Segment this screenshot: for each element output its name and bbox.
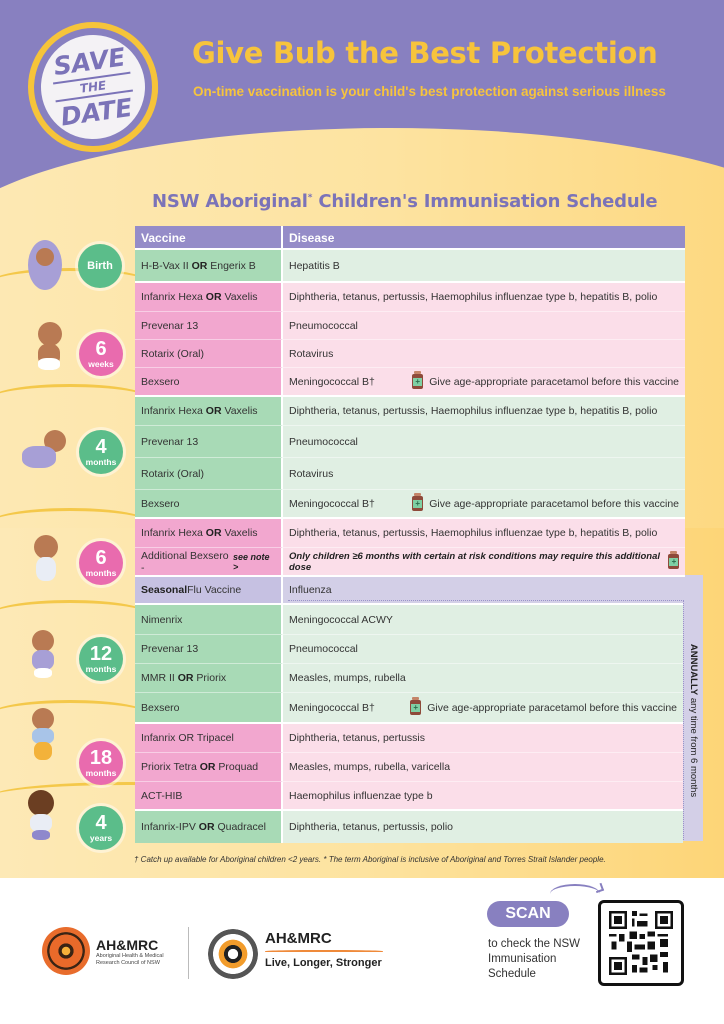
age-unit: weeks — [88, 359, 114, 370]
disease-cell — [283, 425, 685, 457]
disease-cell — [283, 634, 683, 663]
disease-name: Hepatitis B — [289, 259, 340, 272]
medicine-bottle-icon — [412, 374, 423, 389]
group-6-months — [135, 517, 685, 575]
baby-crawling-illustration — [18, 430, 68, 472]
vaccine-name: Proquad — [218, 761, 259, 773]
disease-name: Diphtheria, tetanus, pertussis, Haemophilus influenzae type b, hepatitis B, polio — [289, 291, 658, 303]
vaccine-name: H-B-Vax II — [141, 259, 189, 272]
vaccine-name: Engerix B — [210, 259, 256, 272]
vaccine-cell — [135, 605, 283, 634]
table-row — [135, 724, 683, 752]
or-label: OR — [205, 291, 222, 303]
age-number: 12 — [89, 643, 113, 666]
age-badge-6-months — [79, 541, 123, 585]
disease-cell — [283, 283, 685, 311]
age-number: 4 — [95, 812, 107, 835]
page-subtitle: On-time vaccination is your child's best protection against serious illness — [193, 84, 666, 99]
disease-cell — [283, 547, 685, 575]
schedule-title — [152, 191, 657, 212]
footnote: † Catch up available for Aboriginal children <2 years. * The term Aboriginal is inclusive of Aboriginal and Torres Strait Islander people. — [134, 855, 606, 864]
table-row — [135, 425, 685, 457]
immunisation-table — [135, 226, 685, 843]
vaccine-cell — [135, 457, 283, 489]
vaccine-cell — [135, 724, 283, 752]
vaccine-name: Priorix — [196, 672, 227, 684]
logo2-tagline: Live, Longer, Stronger — [265, 957, 382, 969]
logo-title: AH&MRC — [96, 937, 159, 953]
vaccine-name: Quadracel — [217, 821, 266, 833]
age-badge-6-weeks — [79, 332, 123, 376]
vaccine-cell — [135, 425, 283, 457]
disease-name: Measles, mumps, rubella, varicella — [289, 761, 451, 773]
logo-divider — [188, 927, 189, 979]
table-row — [135, 692, 683, 722]
age-unit: months — [85, 768, 117, 779]
date-word: DATE — [58, 92, 135, 132]
disease-cell — [283, 811, 683, 843]
vaccine-name: Prevenar 13 — [141, 643, 199, 655]
table-row — [135, 339, 685, 367]
vaccine-cell — [135, 634, 283, 663]
disease-cell — [283, 397, 685, 425]
paracetamol-note — [412, 496, 679, 511]
disease-cell — [283, 605, 683, 634]
disease-cell — [283, 489, 685, 517]
disease-cell — [283, 311, 685, 339]
or-label: OR — [198, 821, 215, 833]
group-4-years — [135, 809, 683, 843]
vaccine-name: Flu Vaccine — [187, 584, 242, 596]
vaccine-name: Bexsero — [141, 375, 180, 388]
vaccine-cell — [135, 283, 283, 311]
baby-bottle-illustration — [30, 535, 66, 585]
vaccine-name: Infanrix OR Tripacel — [141, 732, 234, 744]
asterisk-mark: * — [307, 193, 313, 203]
vaccine-name: Prevenar 13 — [141, 435, 199, 448]
vaccine-cell — [135, 519, 283, 547]
table-row — [135, 663, 683, 692]
group-6-weeks — [135, 281, 685, 395]
qr-code-icon — [609, 911, 673, 975]
disease-cell — [283, 367, 685, 395]
wave-divider — [0, 508, 150, 538]
age-number: 6 — [95, 338, 107, 361]
vaccine-name: Nimenrix — [141, 613, 183, 626]
vaccine-name: Additional Bexsero - — [141, 549, 229, 574]
vaccine-name: Vaxelis — [224, 405, 258, 417]
age-number: 6 — [95, 547, 107, 570]
medicine-bottle-icon — [668, 554, 679, 569]
disease-name: Diphtheria, tetanus, pertussis, Haemophilus influenzae type b, hepatitis B, polio — [289, 527, 658, 539]
the-word: THE — [53, 72, 133, 103]
age-unit: months — [85, 568, 117, 579]
column-header-disease: Disease — [289, 231, 335, 245]
vaccine-name: Bexsero — [141, 701, 180, 714]
logo2-underline — [265, 950, 383, 953]
vaccine-cell — [135, 692, 283, 722]
baby-waving-illustration — [26, 322, 72, 374]
table-row — [135, 605, 683, 634]
table-row — [135, 634, 683, 663]
disease-name: Diphtheria, tetanus, pertussis, polio — [289, 821, 454, 833]
group-birth — [135, 248, 685, 281]
vaccine-name: Rotarix (Oral) — [141, 347, 205, 360]
disease-cell — [283, 250, 685, 281]
age-badge-4-years — [79, 806, 123, 850]
disease-name: Meningococcal B† — [289, 375, 375, 388]
save-word: SAVE — [51, 42, 128, 82]
disease-name: Pneumococcal — [289, 435, 358, 448]
vaccine-cell — [135, 397, 283, 425]
see-note-link[interactable]: see note > — [233, 551, 270, 572]
vaccine-name: Infanrix-IPV — [141, 821, 196, 833]
group-12-months — [135, 603, 683, 722]
vaccine-cell — [135, 311, 283, 339]
group-18-months — [135, 722, 683, 809]
age-badge-12-months — [79, 637, 123, 681]
table-row — [135, 457, 685, 489]
logo2-title: AH&MRC — [265, 930, 332, 947]
disease-cell — [283, 752, 683, 781]
disease-cell — [283, 339, 685, 367]
disease-cell — [283, 781, 683, 809]
age-unit: months — [85, 457, 117, 468]
group-flu — [135, 575, 685, 603]
disease-cell — [283, 577, 685, 603]
vaccine-name: Rotarix (Oral) — [141, 467, 205, 480]
age-number: 18 — [89, 747, 113, 770]
vaccine-cell — [135, 547, 283, 575]
scan-button[interactable]: SCAN — [487, 901, 569, 927]
disease-cell — [283, 692, 683, 722]
disease-name: Rotavirus — [289, 467, 334, 480]
disease-note: Only children ≥6 months with certain at risk conditions may require this additional dose — [289, 550, 661, 573]
or-label: OR — [177, 672, 194, 684]
schedule-title-rest: Children's Immunisation Schedule — [312, 191, 658, 212]
vaccine-name: Vaxelis — [224, 527, 258, 539]
annually-label: ANNUALLY — [688, 643, 700, 695]
or-label: OR — [205, 527, 222, 539]
disease-name: Meningococcal B† — [289, 701, 375, 714]
disease-cell — [283, 457, 685, 489]
vaccine-cell — [135, 339, 283, 367]
page-title: Give Bub the Best Protection — [192, 36, 658, 70]
group-4-months — [135, 395, 685, 517]
paracetamol-text: Give age-appropriate paracetamol before this vaccine — [427, 701, 677, 714]
child-waving-illustration — [24, 790, 60, 848]
age-badge-birth — [78, 244, 122, 288]
or-label: OR — [205, 405, 222, 417]
schedule-title-main: NSW Aboriginal — [152, 191, 308, 212]
vaccine-name: Infanrix Hexa — [141, 527, 203, 539]
paracetamol-note — [410, 700, 677, 715]
toddler-standing-illustration — [22, 630, 64, 686]
table-row — [135, 781, 683, 809]
vaccine-cell — [135, 811, 283, 843]
table-row — [135, 283, 685, 311]
ahmrc-emblem-logo — [42, 927, 90, 975]
age-unit: months — [85, 664, 117, 675]
logo-subtitle: Aboriginal Health & Medical Research Council of NSW — [96, 953, 164, 966]
table-row — [135, 577, 685, 603]
vaccine-name: MMR II — [141, 672, 175, 684]
disease-name: Rotavirus — [289, 347, 334, 360]
vaccine-name: Infanrix Hexa — [141, 405, 203, 417]
disease-cell — [283, 519, 685, 547]
paracetamol-text: Give age-appropriate paracetamol before this vaccine — [429, 375, 679, 388]
table-row — [135, 547, 685, 575]
wave-divider — [0, 600, 150, 630]
disease-name: Pneumococcal — [289, 643, 358, 655]
scan-instructions: to check the NSW Immunisation Schedule — [488, 938, 581, 980]
save-the-date-badge — [28, 22, 158, 152]
vaccine-cell — [135, 663, 283, 692]
vaccine-name: Priorix Tetra — [141, 761, 197, 773]
disease-cell — [283, 663, 683, 692]
table-row — [135, 489, 685, 517]
table-header — [135, 226, 685, 248]
table-row — [135, 311, 685, 339]
ahmrc-logo-text — [96, 937, 186, 966]
vaccine-cell — [135, 577, 283, 603]
flu-annual-label — [686, 600, 702, 840]
column-header-vaccine: Vaccine — [135, 226, 283, 248]
table-row — [135, 752, 683, 781]
disease-name: Meningococcal ACWY — [289, 613, 393, 626]
vaccine-name: Infanrix Hexa — [141, 291, 203, 303]
disease-name: Haemophilus influenzae type b — [289, 789, 433, 802]
paracetamol-note — [412, 374, 679, 389]
disease-cell — [283, 724, 683, 752]
vaccine-name: ACT-HIB — [141, 789, 183, 802]
vaccine-cell — [135, 250, 283, 281]
table-row — [135, 397, 685, 425]
age-badge-4-months — [79, 430, 123, 474]
vaccine-name: Prevenar 13 — [141, 319, 199, 332]
ahmrc-circle-logo — [208, 929, 258, 979]
or-label: OR — [199, 761, 216, 773]
disease-name: Diphtheria, tetanus, pertussis, Haemophilus influenzae type b, hepatitis B, polio — [289, 405, 658, 417]
table-row — [135, 519, 685, 547]
table-row — [135, 811, 683, 843]
disease-name: Influenza — [289, 584, 332, 596]
medicine-bottle-icon — [410, 700, 421, 715]
vaccine-name: Bexsero — [141, 497, 180, 510]
age-unit: years — [89, 833, 113, 844]
vaccine-cell — [135, 781, 283, 809]
table-row — [135, 367, 685, 395]
baby-swaddled-illustration — [28, 240, 62, 290]
age-label: Birth — [87, 259, 113, 272]
age-number: 4 — [95, 436, 107, 459]
vaccine-cell — [135, 367, 283, 395]
wave-divider — [0, 700, 150, 730]
age-badge-18-months — [79, 741, 123, 785]
disease-name: Diphtheria, tetanus, pertussis — [289, 732, 425, 744]
seasonal-label: Seasonal — [141, 584, 188, 596]
qr-code[interactable] — [598, 900, 684, 986]
disease-name: Pneumococcal — [289, 319, 358, 332]
table-row — [135, 250, 685, 281]
or-label: OR — [191, 259, 208, 272]
annually-rest: any time from 6 months — [688, 694, 700, 797]
disease-name: Measles, mumps, rubella — [289, 672, 406, 684]
toddler-walking-illustration — [26, 708, 62, 764]
paracetamol-text: Give age-appropriate paracetamol before this vaccine — [429, 497, 679, 510]
vaccine-name: Vaxelis — [224, 291, 258, 303]
disease-name: Meningococcal B† — [289, 497, 375, 510]
vaccine-cell — [135, 489, 283, 517]
vaccine-cell — [135, 752, 283, 781]
medicine-bottle-icon — [412, 496, 423, 511]
